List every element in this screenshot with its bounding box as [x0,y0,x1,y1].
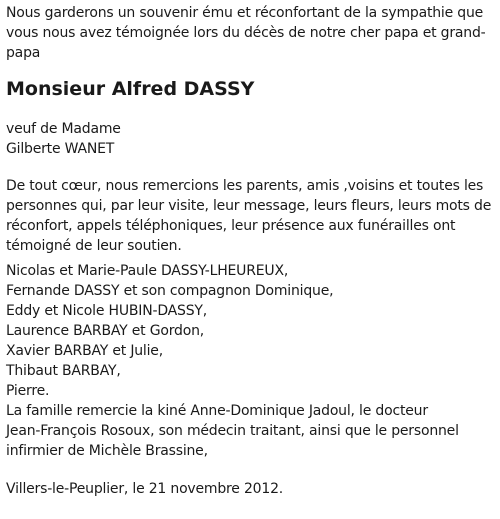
family-line: La famille remercie la kiné Anne-Dominique Jadoul, le docteur [6,403,428,419]
family-line: Jean-François Rosoux, son médecin traitant, ainsi que le personnel [6,423,459,439]
family-line: Laurence BARBAY et Gordon, [6,323,205,339]
place-and-date: Villers-le-Peuplier, le 21 novembre 2012. [6,481,284,497]
family-line: Thibaut BARBAY, [6,363,121,379]
deceased-name: Monsieur Alfred DASSY [6,78,255,100]
family-list [6,261,494,461]
widow-line: veuf de Madame [6,121,121,137]
intro-paragraph: Nous garderons un souvenir ému et réconfortant de la sympathie que vous nous avez témoignée lors du décès de notre cher papa et grand-papa [6,5,486,61]
family-line: infirmier de Michèle Brassine, [6,443,208,459]
family-line: Fernande DASSY et son compagnon Dominique, [6,283,334,299]
widow-line: Gilberte WANET [6,141,115,157]
family-line: Nicolas et Marie-Paule DASSY-LHEUREUX, [6,263,289,279]
family-line: Xavier BARBAY et Julie, [6,343,163,359]
thanks-paragraph: De tout cœur, nous remercions les parents, amis ,voisins et toutes les personnes qui, par leur visite, leur message, leurs fleurs, leurs mots de réconfort, appels téléphoniques, leur présence aux funérailles ont témoigné de leur soutien. [6,178,492,254]
family-line: Pierre. [6,383,50,399]
family-line: Eddy et Nicole HUBIN-DASSY, [6,303,208,319]
widow-of [6,119,494,159]
